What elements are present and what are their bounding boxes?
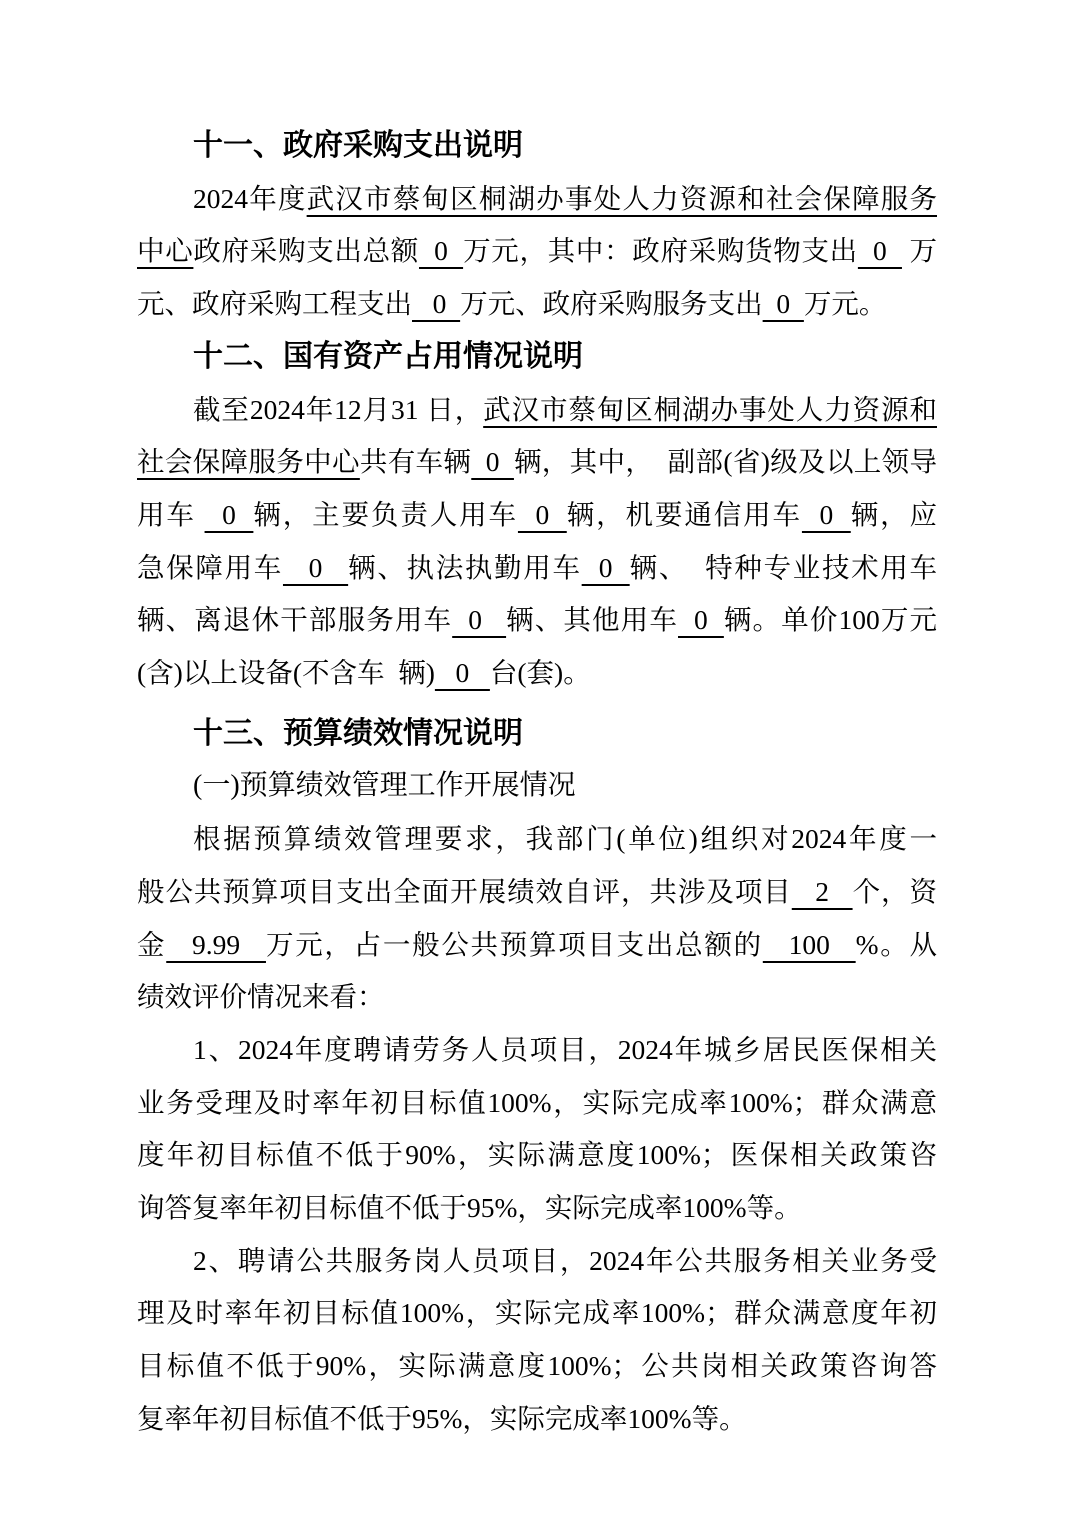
text-run: 2024年度 <box>193 182 307 214</box>
text-run: 急保障用车 <box>137 551 283 583</box>
underlined-text: 0 <box>857 235 902 267</box>
underlined-text: 0 <box>452 604 507 636</box>
underlined-text: 0 <box>282 551 349 583</box>
underlined-text: 0 <box>412 288 461 320</box>
text-run: 截至2024年12月31 日， <box>193 393 484 425</box>
text-line <box>137 594 937 647</box>
text-line <box>137 1077 937 1130</box>
text-run: 辆。单价100万元 <box>723 604 938 636</box>
underlined-text: 武汉市蔡甸区桐湖办事处人力资源和 <box>483 393 937 425</box>
text-run: 根据预算绩效管理要求，我部门(单位)组织对2024年度一 <box>193 823 937 855</box>
text-line <box>137 1287 937 1340</box>
paragraph <box>137 384 937 700</box>
document-content <box>137 120 937 1446</box>
text-run: (含)以上设备(不含车 辆) <box>137 657 435 689</box>
text-run: 万元、政府采购服务支出 <box>460 288 763 320</box>
underlined-text: 中心 <box>137 235 194 267</box>
text-run: 万元，占一般公共预算项目支出总额的 <box>265 928 763 960</box>
text-run: 辆、离退休干部服务用车 <box>137 604 453 636</box>
text-line <box>137 489 937 542</box>
text-run: 绩效评价情况来看： <box>137 981 385 1013</box>
text-run: 1、2024年度聘请劳务人员项目，2024年城乡居民医保相关 <box>193 1033 937 1065</box>
text-run: 元、政府采购工程支出 <box>137 288 412 320</box>
text-run: 辆，主要负责人用车 <box>253 498 518 530</box>
text-run: 万 <box>901 235 938 267</box>
text-line <box>137 971 937 1024</box>
text-line <box>137 919 937 972</box>
section-heading: 十二、国有资产占用情况说明 <box>193 339 583 373</box>
section-heading: 十一、政府采购支出说明 <box>193 129 523 162</box>
text-run: 目标值不低于90%，实际满意度100%；公共岗相关政策咨询答 <box>137 1350 937 1382</box>
underlined-text: 0 <box>762 288 804 320</box>
underlined-text: 2 <box>791 875 853 907</box>
text-line <box>137 225 937 278</box>
underlined-text: 0 <box>581 551 630 583</box>
text-run: 业务受理及时率年初目标值100%，实际完成率100%；群众满意 <box>137 1086 937 1118</box>
text-line <box>137 1182 937 1235</box>
text-line <box>137 542 937 595</box>
text-run: 台(套)。 <box>489 657 591 689</box>
text-run: 辆，其中， 副部(省)级及以上领导 <box>513 446 938 478</box>
text-run: 度年初目标值不低于90%，实际满意度100%；医保相关政策咨 <box>137 1139 937 1171</box>
text-line <box>137 647 937 700</box>
underlined-text: 0 <box>434 657 490 689</box>
underlined-text: 0 <box>517 498 567 530</box>
text-line <box>137 1340 937 1393</box>
text-run: 个，资 <box>852 875 938 907</box>
text-line <box>137 1129 937 1182</box>
text-run: 辆、其他用车 <box>506 604 678 636</box>
text-line <box>137 866 937 919</box>
underlined-text: 0 <box>419 235 464 267</box>
text-line <box>137 436 937 489</box>
text-run: 用车 <box>137 498 205 530</box>
text-run: 辆，机要通信用车 <box>566 498 802 530</box>
text-line <box>137 813 937 866</box>
underlined-text: 0 <box>471 446 514 478</box>
underlined-text: 9.99 <box>166 928 266 960</box>
paragraph <box>137 173 937 331</box>
text-run: 辆、执法执勤用车 <box>348 551 582 583</box>
text-run: 理及时率年初目标值100%，实际完成率100%；群众满意度年初 <box>137 1297 937 1329</box>
text-line <box>137 1235 937 1288</box>
sub-heading: (一)预算绩效管理工作开展情况 <box>193 770 576 802</box>
text-run: 辆、 特种专业技术用车 <box>629 551 938 583</box>
text-run: %。从 <box>855 928 938 960</box>
underlined-text: 100 <box>762 928 856 960</box>
text-run: 辆，应 <box>850 498 938 530</box>
text-run: 金 <box>137 928 167 960</box>
text-run: 般公共预算项目支出全面开展绩效自评，共涉及项目 <box>137 875 792 907</box>
text-line <box>137 1024 937 1077</box>
paragraph <box>137 1024 937 1235</box>
text-line <box>137 384 937 437</box>
text-run: 共有车辆 <box>359 446 472 478</box>
underlined-text: 0 <box>801 498 851 530</box>
underlined-text: 武汉市蔡甸区桐湖办事处人力资源和社会保障服务 <box>306 182 937 214</box>
text-run: 复率年初目标值不低于95%，实际完成率100%等。 <box>137 1402 747 1434</box>
text-line <box>137 1393 937 1446</box>
text-run: 询答复率年初目标值不低于95%，实际完成率100%等。 <box>137 1192 802 1224</box>
underlined-text: 0 <box>204 498 254 530</box>
paragraph <box>137 813 937 1024</box>
section-heading: 十三、预算绩效情况说明 <box>193 716 523 750</box>
text-run: 万元。 <box>803 288 887 320</box>
paragraph <box>137 1235 937 1446</box>
text-line <box>137 173 937 226</box>
text-run: 政府采购支出总额 <box>193 235 420 267</box>
underlined-text: 0 <box>678 604 724 636</box>
underlined-text: 社会保障服务中心 <box>137 446 360 478</box>
text-run: 万元，其中：政府采购货物支出 <box>463 235 858 267</box>
text-line <box>137 278 937 331</box>
text-run: 2、聘请公共服务岗人员项目，2024年公共服务相关业务受 <box>193 1244 937 1276</box>
